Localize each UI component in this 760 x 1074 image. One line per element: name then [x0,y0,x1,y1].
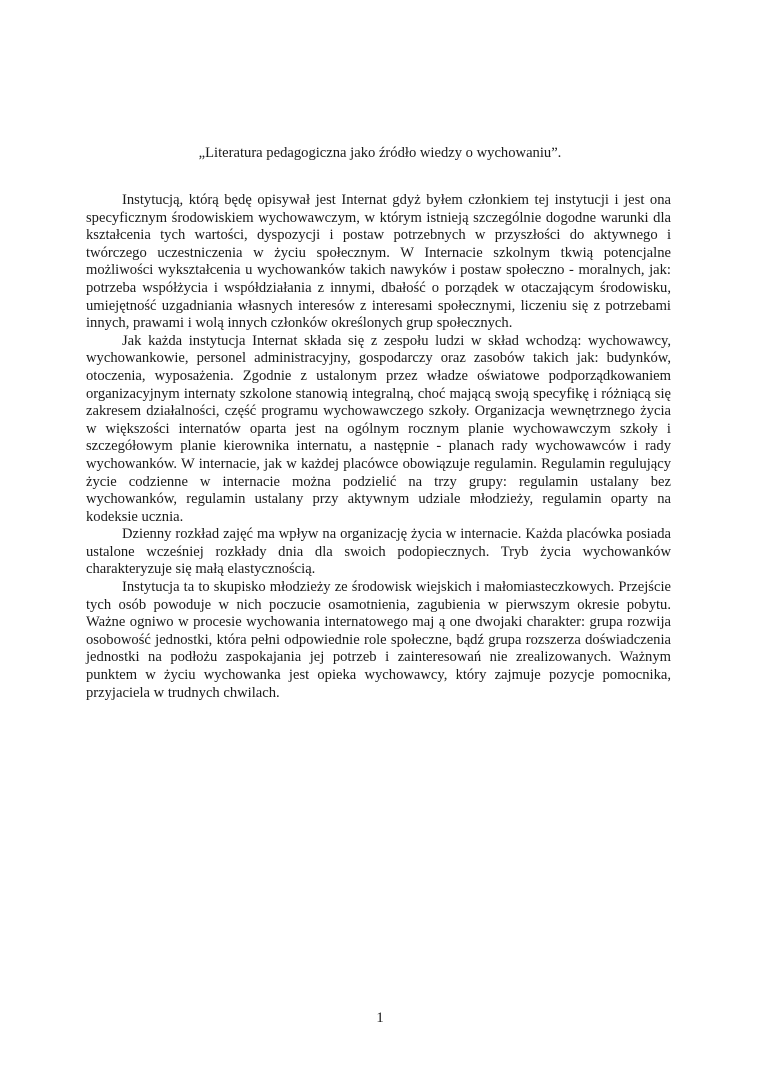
paragraph-1: Instytucją, którą będę opisywał jest Internat gdyż byłem członkiem tej instytucji i jest ona specyficznym środowiskiem wychowawczym, w którym istnieją szczególnie dogodne warunki dla kształcenia tych wartości, dyspozycji i postaw potrzebnych w przyszłości do aktywnego i twórczego uczestniczenia w życiu społecznym. W Internacie szkolnym tkwią potencjalne możliwości wykształcenia u wychowanków takich nawyków i postaw społeczno - moralnych, jak: potrzeba współżycia i współdziałania z innymi, dbałość o porządek w otaczającym środowisku, umiejętność uzgadniania własnych interesów z interesami społecznymi, liczeniu się z potrzebami innych, prawami i wolą innych członków określonych grup społecznych. [86,192,671,332]
paragraph-4: Instytucja ta to skupisko młodzieży ze środowisk wiejskich i małomiasteczkowych. Przejście tych osób powoduje w nich poczucie osamotnienia, zagubienia w pierwszym okresie pobytu. Ważne ogniwo w procesie wychowania internatowego maj ą one dwojaki charakter: grupa rozwija osobowość jednostki, która pełni odpowiednie role społeczne, bądź grupa rozszerza doświadczenia jednostki na podłożu zaspokajania jej potrzeb i zainteresowań nie zrealizowanych. Ważnym punktem w życiu wychowanka jest opieka wychowawcy, który zajmuje pozycje pomocnika, przyjaciela w trudnych chwilach. [86,579,671,701]
document-body [86,192,671,702]
page-number: 1 [376,1010,384,1026]
paragraph-3: Dzienny rozkład zajęć ma wpływ na organizację życia w internacie. Każda placówka posiada ustalone wcześniej rozkłady dnia dla swoich podopiecznych. Tryb życia wychowanków charakteryzuje się małą elastycznością. [86,526,671,578]
paragraph-2: Jak każda instytucja Internat składa się z zespołu ludzi w skład wchodzą: wychowawcy, wychowankowie, personel administracyjny, gospodarczy oraz zasobów takich jak: budynków, otoczenia, wyposażenia. Zgodnie z ustalonym przez władze oświatowe podporządkowaniem organizacyjnym internaty szkolone stanowią integralną, choć mającą swoją specyfikę i różniącą się zakresem działalności, część programu wychowawczego szkoły. Organizacja wewnętrznego życia w większości internatów oparta jest na ogólnym rocznym planie wychowawczym szkoły i szczegółowym planie kierownika internatu, a następnie - planach rady wychowawców i rady wychowanków. W internacie, jak w każdej placówce obowiązuje regulamin. Regulamin regulujący życie codzienne w internacie można podzielić na trzy grupy: regulamin ustalany bez wychowanków, regulamin ustalany przy aktywnym udziale młodzieży, regulamin oparty na kodeksie ucznia. [86,332,671,525]
document-title: „Literatura pedagogiczna jako źródło wiedzy o wychowaniu”. [198,145,562,161]
